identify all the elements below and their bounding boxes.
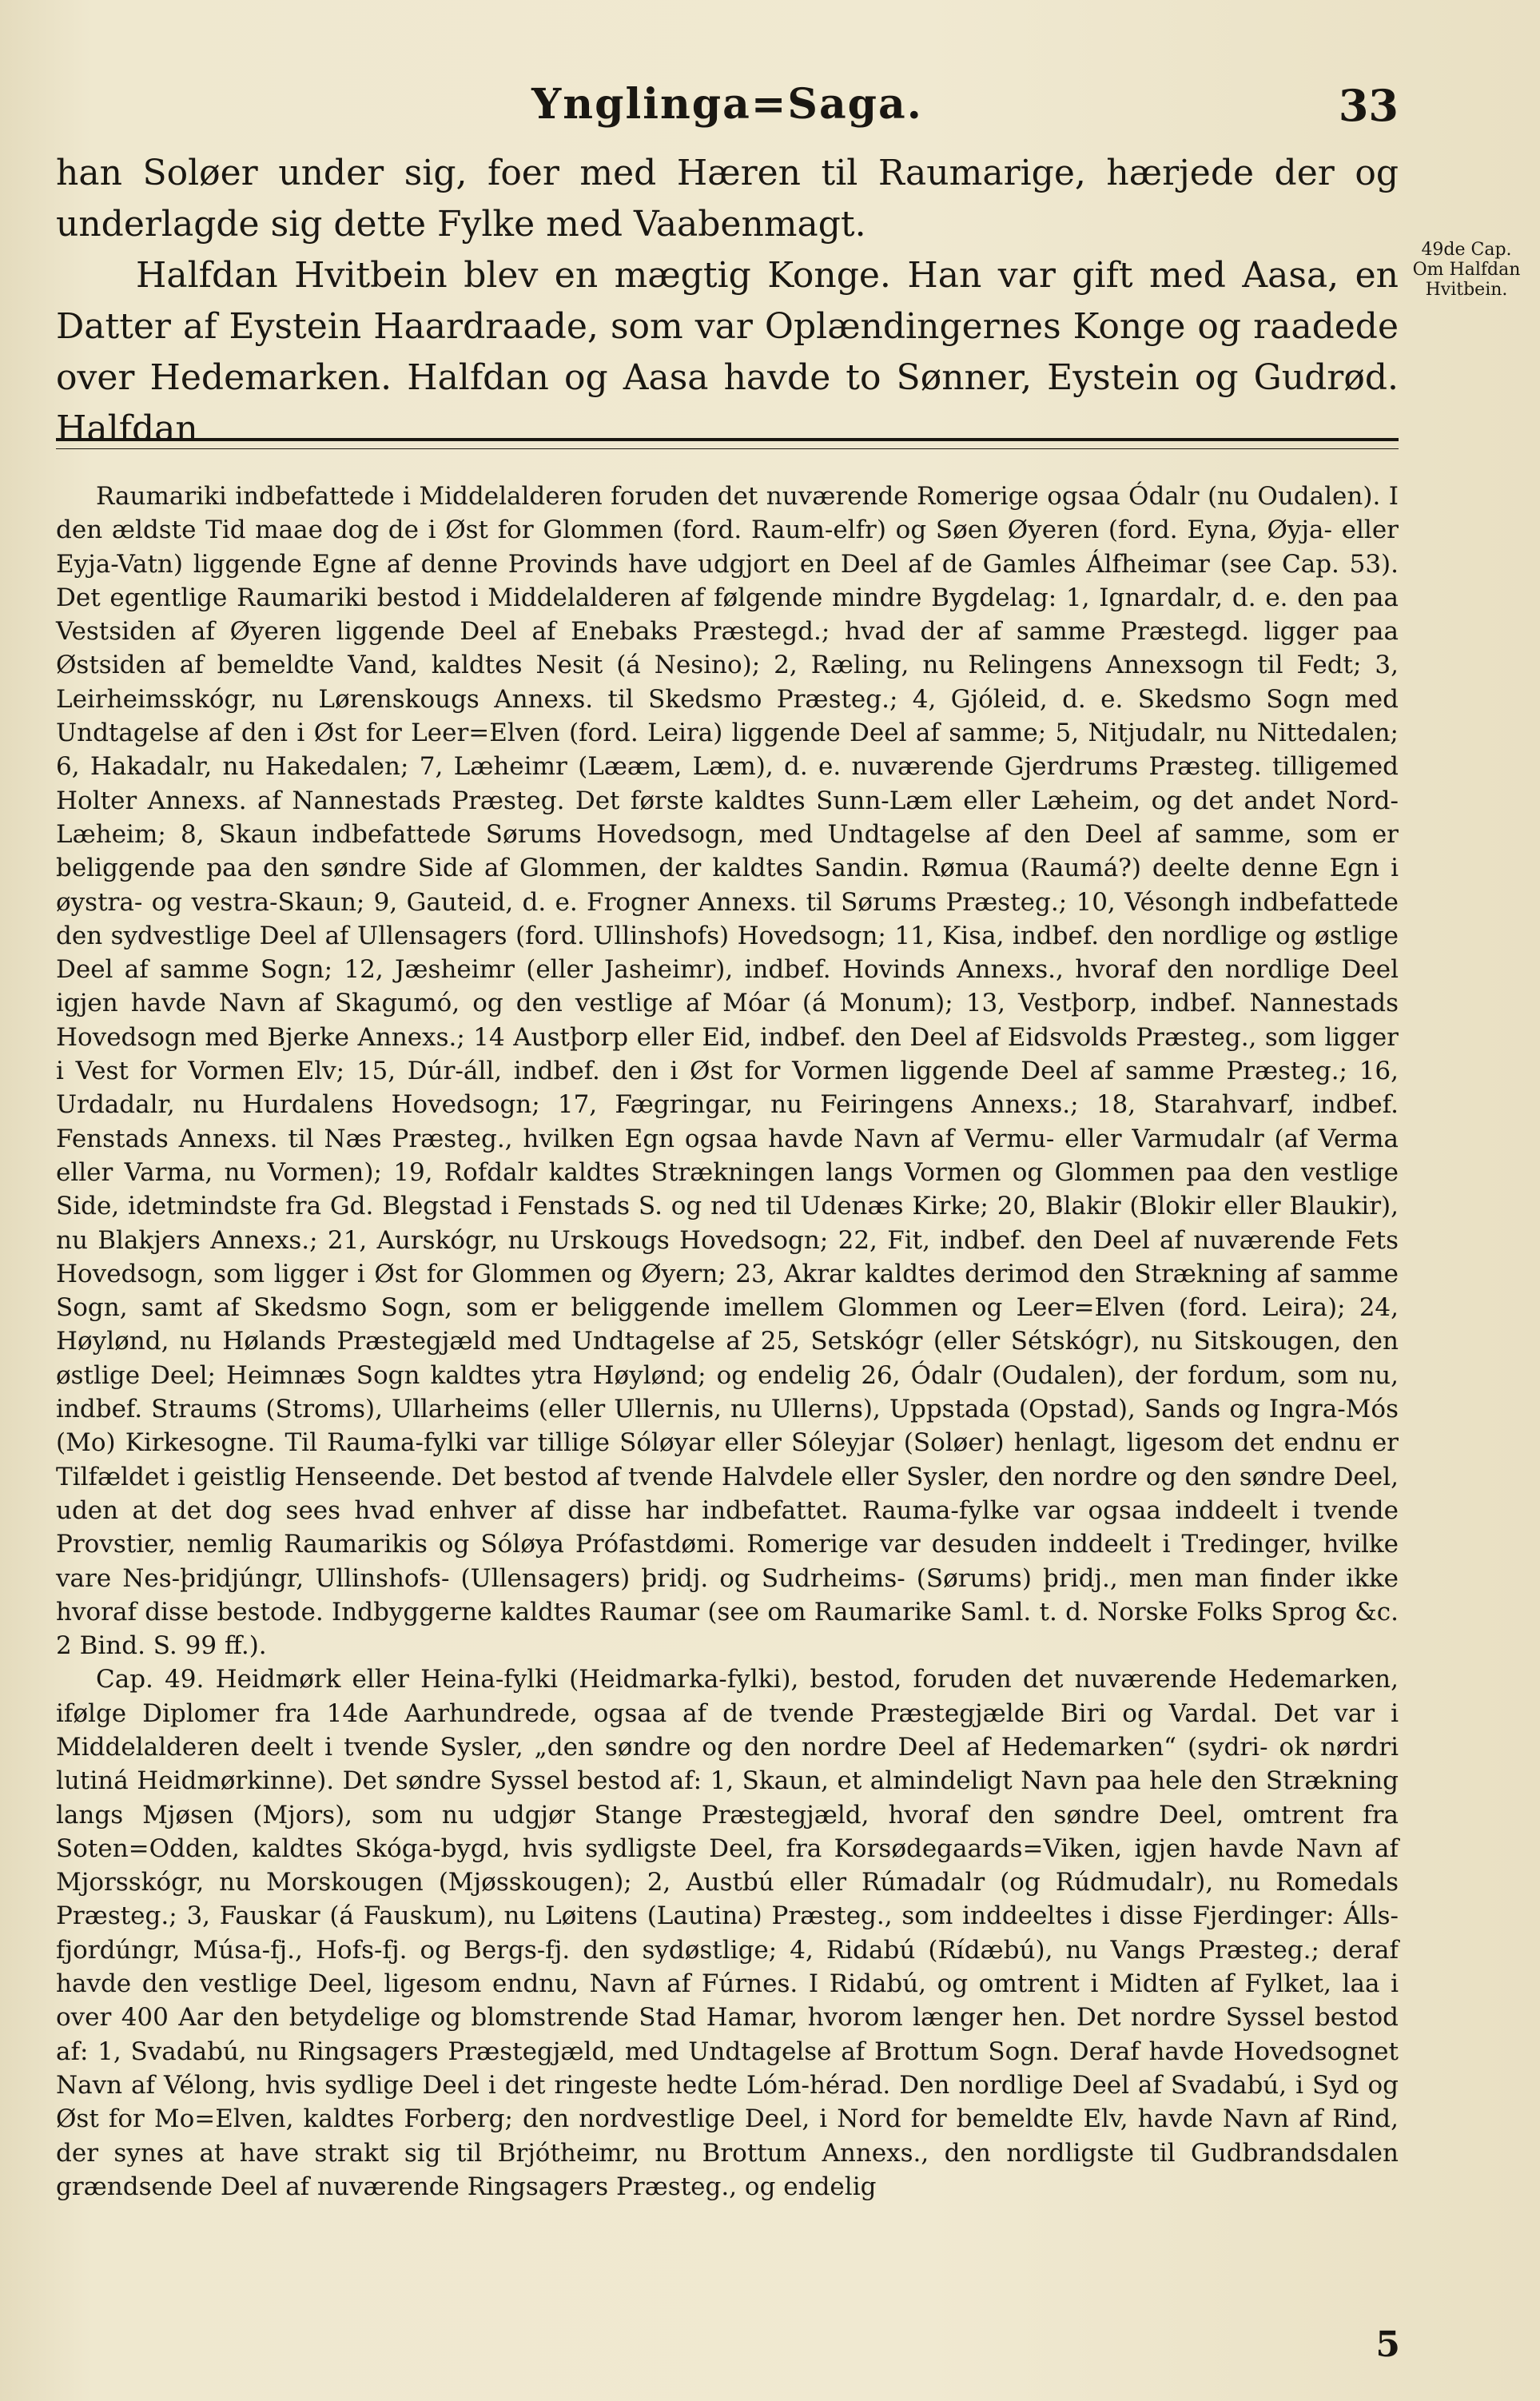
margin-note-line: Om Halfdan [1412, 260, 1521, 280]
main-text [56, 148, 1399, 455]
margin-note [1407, 240, 1526, 300]
signature-mark: 5 [1375, 2324, 1400, 2365]
page-title: Ynglinga=Saga. [531, 80, 923, 129]
footnote [56, 480, 1399, 2204]
footnote-separator-rule [56, 438, 1399, 449]
footnote-paragraph: Raumariki indbefattede i Middelalderen foruden det nuværende Romerige ogsaa Ódalr (nu Oudalen). I den ældste Tid maae dog de i Øst for Glommen (ford. Raum-elfr) og Søen Øyeren (ford. Eyna, Øyja- eller Eyja-Vatn) liggende Egne af denne Provinds have udgjort en Deel af de Gamles Álfheimar (see Cap. 53). Det egentlige Raumariki bestod i Middelalderen af følgende mindre Bygdelag: 1, Ignardalr, d. e. den paa Vestsiden af Øyeren liggende Deel af Enebaks Præstegd.; hvad der af samme Præstegd. ligger paa Østsiden af bemeldte Vand, kaldtes Nesit (á Nesino); 2, Ræling, nu Relingens Annexsogn til Fedt; 3, Leirheimsskógr, nu Lørenskougs Annexs. til Skedsmo Præsteg.; 4, Gjóleid, d. e. Skedsmo Sogn med Undtagelse af den i Øst for Leer=Elven (ford. Leira) liggende Deel af samme; 5, Nitjudalr, nu Nittedalen; 6, Hakadalr, nu Hakedalen; 7, Læheimr (Lææm, Læm), d. e. nuværende Gjerdrums Præsteg. tilligemed Holter Annexs. af Nannestads Præsteg. Det første kaldtes Sunn-Læm eller Læheim, og det andet Nord-Læheim; 8, Skaun indbefattede Sørums Hovedsogn, med Undtagelse af den Deel af samme, som er beliggende paa den søndre Side af Glommen, der kaldtes Sandin. Rømua (Raumá?) deelte denne Egn i øystra- og vestra-Skaun; 9, Gauteid, d. e. Frogner Annexs. til Sørums Præsteg.; 10, Vésongh indbefattede den sydvestlige Deel af Ullensagers (ford. Ullinshofs) Hovedsogn; 11, Kisa, indbef. den nordlige og østlige Deel af samme Sogn; 12, Jæsheimr (eller Jasheimr), indbef. Hovinds Annexs., hvoraf den nordlige Deel igjen havde Navn af Skagumó, og den vestlige af Móar (á Monum); 13, Vestþorp, indbef. Nannestads Hovedsogn med Bjerke Annexs.; 14 Austþorp eller Eid, indbef. den Deel af Eidsvolds Præsteg., som ligger i Vest for Vormen Elv; 15, Dúr-áll, indbef. den i Øst for Vormen liggende Deel af samme Præsteg.; 16, Urdadalr, nu Hurdalens Hovedsogn; 17, Fægringar, nu Feiringens Annexs.; 18, Starahvarf, indbef. Fenstads Annexs. til Næs Præsteg., hvilken Egn ogsaa havde Navn af Vermu- eller Varmudalr (af Verma eller Varma, nu Vormen); 19, Rofdalr kaldtes Strækningen langs Vormen og Glommen paa den vestlige Side, idetmindste fra Gd. Blegstad i Fenstads S. og ned til Udenæs Kirke; 20, Blakir (Blokir eller Blaukir), nu Blakjers Annexs.; 21, Aurskógr, nu Urskougs Hovedsogn; 22, Fit, indbef. den Deel af nuværende Fets Hovedsogn, som ligger i Øst for Glommen og Øyern; 23, Akrar kaldtes derimod den Strækning af samme Sogn, samt af Skedsmo Sogn, som er beliggende imellem Glommen og Leer=Elven (ford. Leira); 24, Høylønd, nu Hølands Præstegjæld med Undtagelse af 25, Setskógr (eller Sétskógr), nu Sitskougen, den østlige Deel; Heimnæs Sogn kaldtes ytra Høylønd; og endelig 26, Ódalr (Oudalen), der fordum, som nu, indbef. Straums (Stroms), Ullarheims (eller Ullernis, nu Ullerns), Uppstada (Opstad), Sands og Ingra-Mós (Mo) Kirkesogne. Til Rauma-fylki var tillige Sóløyar eller Sóleyjar (Soløer) henlagt, ligesom det endnu er Tilfældet i geistlig Henseende. Det bestod af tvende Halvdele eller Sysler, den nordre og den søndre Deel, uden at det dog sees hvad enhver af disse har indbefattet. Rauma-fylke var ogsaa inddeelt i tvende Provstier, nemlig Raumarikis og Sóløya Prófastdømi. Romerige var desuden inddeelt i Tredinger, hvilke vare Nes-þridjúngr, Ullinshofs- (Ullensagers) þridj. og Sudrheims- (Sørums) þridj., men man finder ikke hvoraf disse bestode. Indbyggerne kaldtes Raumar (see om Raumarike Saml. t. d. Norske Folks Sprog &c. 2 Bind. S. 99 ff.). [56, 482, 1399, 1661]
footnote-paragraph: Cap. 49. Heidmørk eller Heina-fylki (Heidmarka-fylki), bestod, foruden det nuværende Hedemarken, ifølge Diplomer fra 14de Aarhundrede, ogsaa af de tvende Præstegjælde Biri og Vardal. Det var i Middelalderen deelt i tvende Sysler, „den søndre og den nordre Deel af Hedemarken“ (sydri- ok nørdri lutiná Heidmørkinne). Det søndre Syssel bestod af: 1, Skaun, et almindeligt Navn paa hele den Strækning langs Mjøsen (Mjors), som nu udgjør Stange Præstegjæld, hvoraf den søndre Deel, omtrent fra Soten=Odden, kaldtes Skóga-bygd, hvis sydligste Deel, fra Korsødegaards=Viken, igjen havde Navn af Mjorsskógr, nu Morskougen (Mjøsskougen); 2, Austbú eller Rúmadalr (og Rúdmudalr), nu Romedals Præsteg.; 3, Fauskar (á Fauskum), nu Løitens (Lautina) Præsteg., som inddeeltes i disse Fjerdinger: Álls-fjordúngr, Músa-fj., Hofs-fj. og Bergs-fj. den sydøstlige; 4, Ridabú (Rídæbú), nu Vangs Præsteg.; deraf havde den vestlige Deel, ligesom endnu, Navn af Fúrnes. I Ridabú, og omtrent i Midten af Fylket, laa i over 400 Aar den betydelige og blomstrende Stad Hamar, hvorom længer hen. Det nordre Syssel bestod af: 1, Svadabú, nu Ringsagers Præstegjæld, med Undtagelse af Brottum Sogn. Deraf havde Hovedsognet Navn af Vélong, hvis sydlige Deel i det ringeste hedte Lóm-hérad. Den nordlige Deel af Svadabú, i Syd og Øst for Mo=Elven, kaldtes Forberg; den nordvestlige Deel, i Nord for bemeldte Elv, havde Navn af Rind, der synes at have strakt sig til Brjótheimr, nu Brottum Annexs., den nordligste til Gudbrandsdalen grændsende Deel af nuværende Ringsagers Præsteg., og endelig [56, 1665, 1399, 2201]
page-number: 33 [1338, 80, 1399, 131]
main-paragraph: han Soløer under sig, foer med Hæren til Raumarige, hærjede der og underlagde sig dette Fylke med Vaabenmagt. [56, 153, 1399, 245]
margin-note-line: Hvitbein. [1425, 280, 1508, 300]
running-head [56, 80, 1399, 136]
margin-note-line: 49de Cap. [1421, 240, 1512, 260]
main-paragraph: Halfdan Hvitbein blev en mægtig Konge. Han var gift med Aasa, en Datter af Eystein Haardraade, som var Oplændingernes Konge og raadede over Hedemarken. Halfdan og Aasa havde to Sønner, Eystein og Gudrød. Halfdan [56, 255, 1399, 449]
